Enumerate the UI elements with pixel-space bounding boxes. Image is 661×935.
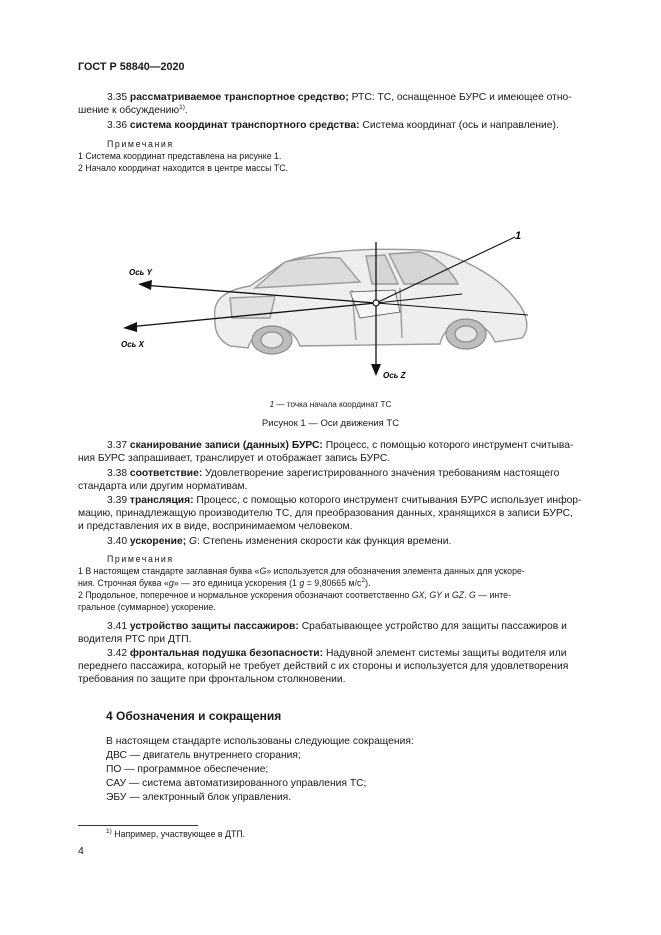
clause-3-42: 3.42 фронтальная подушка безопасности: Надувной элемент системы защиты водителя или переднего пассажира, который не требует действий с их стороны и используется для удовлетворения требования по защите при фронтальном столкновении. <box>78 648 569 686</box>
page-number: 4 <box>78 845 84 857</box>
clause-3-38: 3.38 соответствие: Удовлетворение зарегистрированного значения требованиям настоящего стандарта или другим нормативам. <box>78 468 560 493</box>
abbreviation-list <box>106 735 606 805</box>
axis-x-label: Ось X <box>121 340 144 349</box>
document-header: ГОСТ Р 58840—2020 <box>78 61 185 73</box>
notes-block-1: Примечания 1 Система координат представлена на рисунке 1. 2 Начало координат находится в центре массы ТС. <box>78 139 289 173</box>
clause-3-41: 3.41 устройство защиты пассажиров: Срабатывающее устройство для защиты пассажиров и водителя РТС при ДТП. <box>78 621 567 646</box>
figure-caption: Рисунок 1 — Оси движения ТС <box>261 418 400 429</box>
list-item: САУ — система автоматизированного управления ТС; <box>106 778 367 789</box>
footnote: $^{1)}$ Например, участвующее в ДТП. <box>106 828 246 839</box>
axis-z-label: Ось Z <box>383 371 406 380</box>
axis-x-arrowhead <box>123 322 137 332</box>
list-item: ЭБУ — электронный блок управления. <box>106 792 292 803</box>
origin-marker-number: 1 <box>515 230 522 242</box>
axis-y-label: Ось Y <box>129 268 152 277</box>
clause-3-39: 3.39 трансляция: Процесс, с помощью которого инструмент считывания БУРС использует инфор- мацию, принадлежащую производителю ТС, для преобразования данных, хранящихся в записи БУРС, и представления их в виде, воспринимаемом человеком. <box>78 495 582 533</box>
clause-3-35: 3.35 рассматриваемое транспортное средство; РТС: ТС, оснащенное БУРС и имеющее отно- шение к обсуждению$^{1)}$. <box>78 92 572 117</box>
list-intro: В настоящем стандарте использованы следующие сокращения: <box>106 736 414 747</box>
list-item: ПО — программное обеспечение; <box>106 764 269 775</box>
figure-key: 1 — точка начала координат ТС <box>269 400 392 409</box>
origin-point <box>373 300 379 306</box>
footnote-separator <box>78 825 198 826</box>
notes-title: Примечания <box>107 554 174 564</box>
notes-title: Примечания <box>107 139 174 149</box>
list-item: ДВС — двигатель внутреннего сгорания; <box>106 750 301 761</box>
clause-3-36: 3.36 система координат транспортного средства: Система координат (ось и направление). <box>107 120 559 131</box>
clause-3-40: 3.40 ускорение; G: Степень изменения скорости как функция времени. <box>107 536 452 547</box>
notes-block-2: Примечания 1 В настоящем стандарте заглавная буква «G» используется для обозначения элемента данных для ускоре- ния. Строчная буква «g» — это единица ускорения (1 g = 9,80665 $м/с^2$). 2 Продольное, поперечное и нормальное ускорения обозначают соответственно GX, GY и GZ. G — инте- гральное (суммарное) ускорение. <box>78 554 525 612</box>
footnote-reference: 1) <box>179 104 185 112</box>
axis-z-arrowhead <box>371 364 381 376</box>
axis-y-arrowhead <box>138 280 152 290</box>
clause-3-37: 3.37 сканирование записи (данных) БУРС: Процесс, с помощью которого инструмент считыва- ния БУРС запрашивает, транслирует и отображает запись БУРС. <box>78 440 574 465</box>
section-title: 4 Обозначения и сокращения <box>106 709 282 723</box>
